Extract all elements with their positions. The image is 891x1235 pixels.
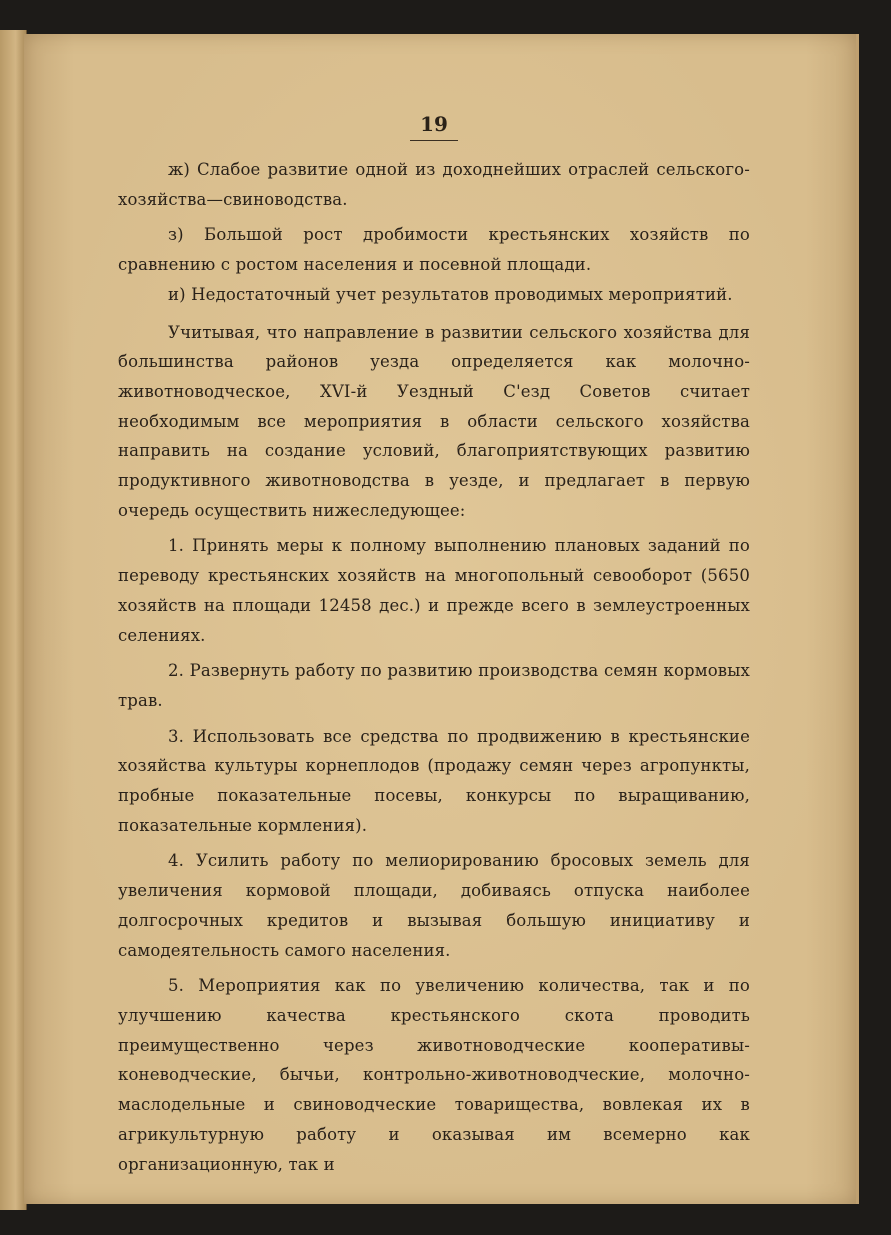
paragraph-item-3: 3. Использовать все средства по продвижению в крестьянские хозяйства культуры корнеплодов (продажу семян через агропункты, пробные показательные посевы, конкурсы по выращиванию, показательные кормления). (118, 726, 750, 835)
page-number: 19 (410, 112, 458, 141)
paragraph-item-2: 2. Развернуть работу по развитию производства семян кормовых трав. (118, 661, 750, 710)
paragraph-zh: ж) Слабое развитие одной из доходнейших отраслей сельского-хозяйства—свиноводства. (118, 160, 750, 209)
paragraph-i: и) Недостаточный учет результатов проводимых мероприятий. (168, 284, 733, 304)
paragraph-resolution-intro: Учитывая, что направление в развитии сельского хозяйства для большинства районов уезда определяется как молочно-животноводческое, XVI-й Уездный С'езд Советов считает необходимым все мероприятия в области сельского хозяйства направить на создание условий, благоприятствующих развитию продуктивного животноводства в уезде, и предлагает в первую очередь осуществить нижеследующее: (118, 322, 750, 520)
paragraph-item-5: 5. Мероприятия как по увеличению количества, так и по улучшению качества крестьянского скота проводить преимущественно через животноводческие кооперативы-коневодческие, бычьи, контрольно-животноводческие, молочно-маслодельные и свиноводческие товарищества, вовлекая их в агрикультурную работу и оказывая им всемерно как организационную, так и (118, 976, 750, 1174)
left-page-edge (0, 30, 27, 1210)
paragraph-item-1: 1. Принять меры к полному выполнению плановых заданий по переводу крестьянских хозяйств на многопольный севооборот (5650 хозяйств на площади 12458 дес.) и прежде всего в землеустроенных селениях. (118, 536, 750, 645)
text-column (118, 155, 750, 1179)
paragraph-z: з) Большой рост дробимости крестьянских хозяйств по сравнению с ростом населения и посевной площади. (118, 225, 750, 275)
paragraph-item-4: 4. Усилить работу по мелиорированию бросовых земель для увеличения кормовой площади, добиваясь отпуска наиболее долгосрочных кредитов и вызывая большую инициативу и самодеятельность самого населения. (118, 851, 750, 960)
